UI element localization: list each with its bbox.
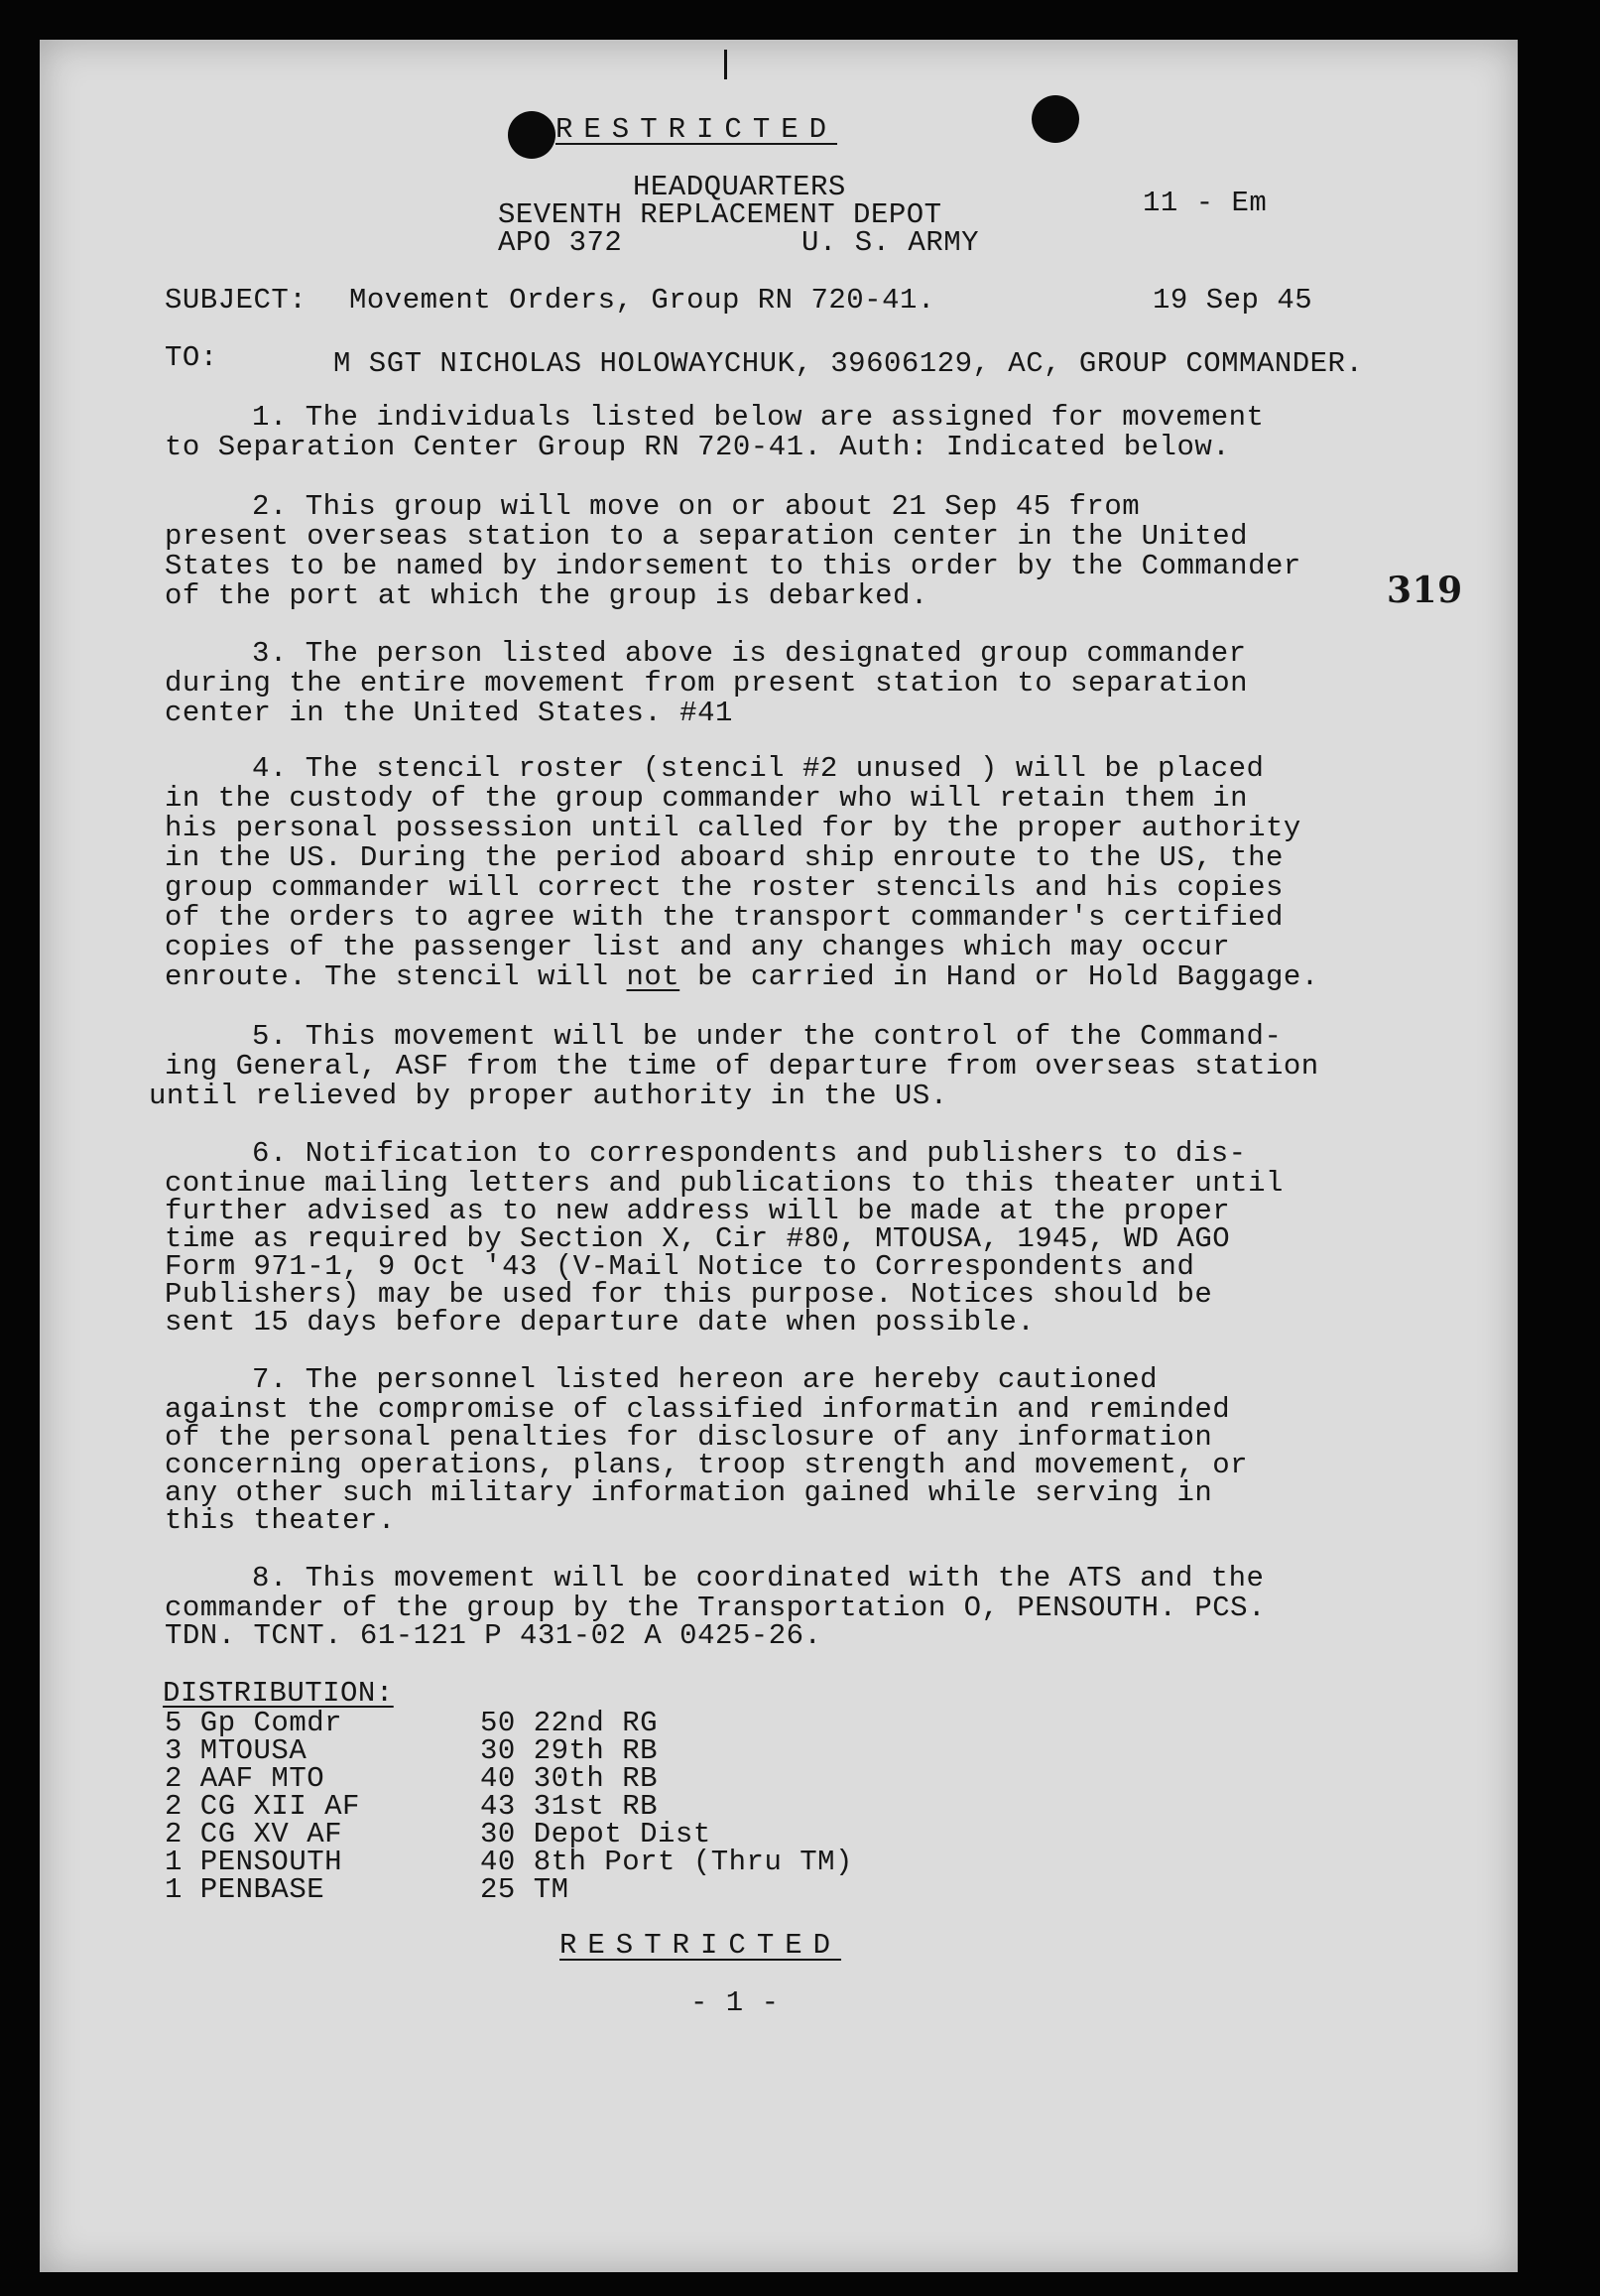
para2-line1: 2. This group will move on or about 21 Sep 45 from <box>252 490 1141 523</box>
para7-line1: 7. The personnel listed hereon are hereby cautioned <box>252 1363 1159 1396</box>
distribution-left-item: 5 Gp Comdr <box>165 1707 343 1739</box>
paper-mark <box>724 50 727 79</box>
para6-line7: sent 15 days before departure date when possible. <box>165 1306 1036 1339</box>
distribution-right-item: 30 29th RB <box>480 1734 659 1767</box>
para6-line6: Publishers) may be used for this purpose. Notices should be <box>165 1278 1213 1311</box>
para2-line3: States to be named by indorsement to this order by the Commander <box>165 550 1301 582</box>
para4-line3: his personal possession until called for by the proper authority <box>165 812 1301 844</box>
para7-line3: of the personal penalties for disclosure of any information <box>165 1421 1213 1454</box>
header-unit: SEVENTH REPLACEMENT DEPOT <box>498 198 942 231</box>
subject-text: Movement Orders, Group RN 720-41. <box>349 284 935 317</box>
para4-line8-start: enroute. The stencil will <box>165 960 609 993</box>
distribution-label: DISTRIBUTION: <box>163 1677 394 1710</box>
para4-line2: in the custody of the group commander who will retain them in <box>165 782 1249 815</box>
para2-line2: present overseas station to a separation center in the United <box>165 520 1249 553</box>
header-apo: APO 372 <box>498 226 623 259</box>
distribution-right-item: 40 8th Port (Thru TM) <box>480 1846 853 1878</box>
para5-line2: ing General, ASF from the time of departure from overseas station <box>165 1050 1319 1083</box>
distribution-left-item: 2 CG XV AF <box>165 1818 343 1850</box>
document-date: 19 Sep 45 <box>1153 284 1313 317</box>
para4-line8 <box>165 962 1319 992</box>
distribution-right-item: 40 30th RB <box>480 1762 659 1795</box>
distribution-left-item: 3 MTOUSA <box>165 1734 308 1767</box>
para8-line1: 8. This movement will be coordinated with the ATS and the <box>252 1562 1265 1594</box>
classification-bottom: RESTRICTED <box>559 1929 842 1962</box>
para4-line5: group commander will correct the roster stencils and his copies <box>165 871 1284 904</box>
distribution-right-item: 25 TM <box>480 1873 569 1906</box>
para4-line4: in the US. During the period aboard ship enroute to the US, the <box>165 841 1284 874</box>
para5-line1: 5. This movement will be under the control of the Command- <box>252 1020 1283 1053</box>
distribution-left-item: 2 AAF MTO <box>165 1762 325 1795</box>
para5-line3: until relieved by proper authority in the US. <box>149 1080 948 1112</box>
para3-line2: during the entire movement from present station to separation <box>165 667 1249 700</box>
para6-line1: 6. Notification to correspondents and publishers to dis- <box>252 1137 1247 1170</box>
para6-line2: continue mailing letters and publications to this theater until <box>165 1167 1284 1200</box>
distribution-right-item: 50 22nd RG <box>480 1707 659 1739</box>
para7-line2: against the compromise of classified informatin and reminded <box>165 1393 1231 1426</box>
para1-line1: 1. The individuals listed below are assigned for movement <box>252 401 1265 434</box>
para6-line5: Form 971-1, 9 Oct '43 (V-Mail Notice to Correspondents and <box>165 1250 1195 1283</box>
para6-line4: time as required by Section X, Cir #80, MTOUSA, 1945, WD AGO <box>165 1222 1231 1255</box>
distribution-right-item: 43 31st RB <box>480 1790 659 1823</box>
header-headquarters: HEADQUARTERS <box>633 171 846 203</box>
page-number: - 1 - <box>690 1986 780 2019</box>
to-label: TO: <box>165 341 218 374</box>
header-army: U. S. ARMY <box>801 226 980 259</box>
punch-hole-right <box>1032 95 1079 143</box>
para4-not-underlined: not <box>626 960 680 993</box>
distribution-left-item: 1 PENSOUTH <box>165 1846 343 1878</box>
distribution-right-item: 30 Depot Dist <box>480 1818 711 1850</box>
para4-line8-end: be carried in Hand or Hold Baggage. <box>697 960 1319 993</box>
classification-top: RESTRICTED <box>555 113 838 146</box>
para4-line7: copies of the passenger list and any changes which may occur <box>165 931 1231 963</box>
reference-number: 11 - Em <box>1143 187 1268 219</box>
to-recipient: M SGT NICHOLAS HOLOWAYCHUK, 39606129, AC, GROUP COMMANDER. <box>333 347 1364 380</box>
para7-line4: concerning operations, plans, troop strength and movement, or <box>165 1449 1249 1481</box>
para6-line3: further advised as to new address will be made at the proper <box>165 1195 1231 1227</box>
para7-line6: this theater. <box>165 1504 396 1537</box>
page-mark-319: 319 <box>1387 570 1463 611</box>
para4-line1: 4. The stencil roster (stencil #2 unused ) will be placed <box>252 752 1265 785</box>
subject-label: SUBJECT: <box>165 284 308 317</box>
para3-line1: 3. The person listed above is designated group commander <box>252 637 1247 670</box>
para8-line2: commander of the group by the Transportation O, PENSOUTH. PCS. <box>165 1592 1266 1624</box>
para7-line5: any other such military information gained while serving in <box>165 1476 1213 1509</box>
para4-line6: of the orders to agree with the transport commander's certified <box>165 901 1284 934</box>
para3-line3: center in the United States. #41 <box>165 697 733 729</box>
document-page <box>40 40 1518 2272</box>
distribution-left-item: 1 PENBASE <box>165 1873 325 1906</box>
para1-line2: to Separation Center Group RN 720-41. Auth: Indicated below. <box>165 431 1231 463</box>
para8-line3: TDN. TCNT. 61-121 P 431-02 A 0425-26. <box>165 1619 822 1652</box>
punch-hole-left <box>508 111 555 159</box>
para2-line4: of the port at which the group is debarked. <box>165 579 928 612</box>
distribution-left-item: 2 CG XII AF <box>165 1790 360 1823</box>
